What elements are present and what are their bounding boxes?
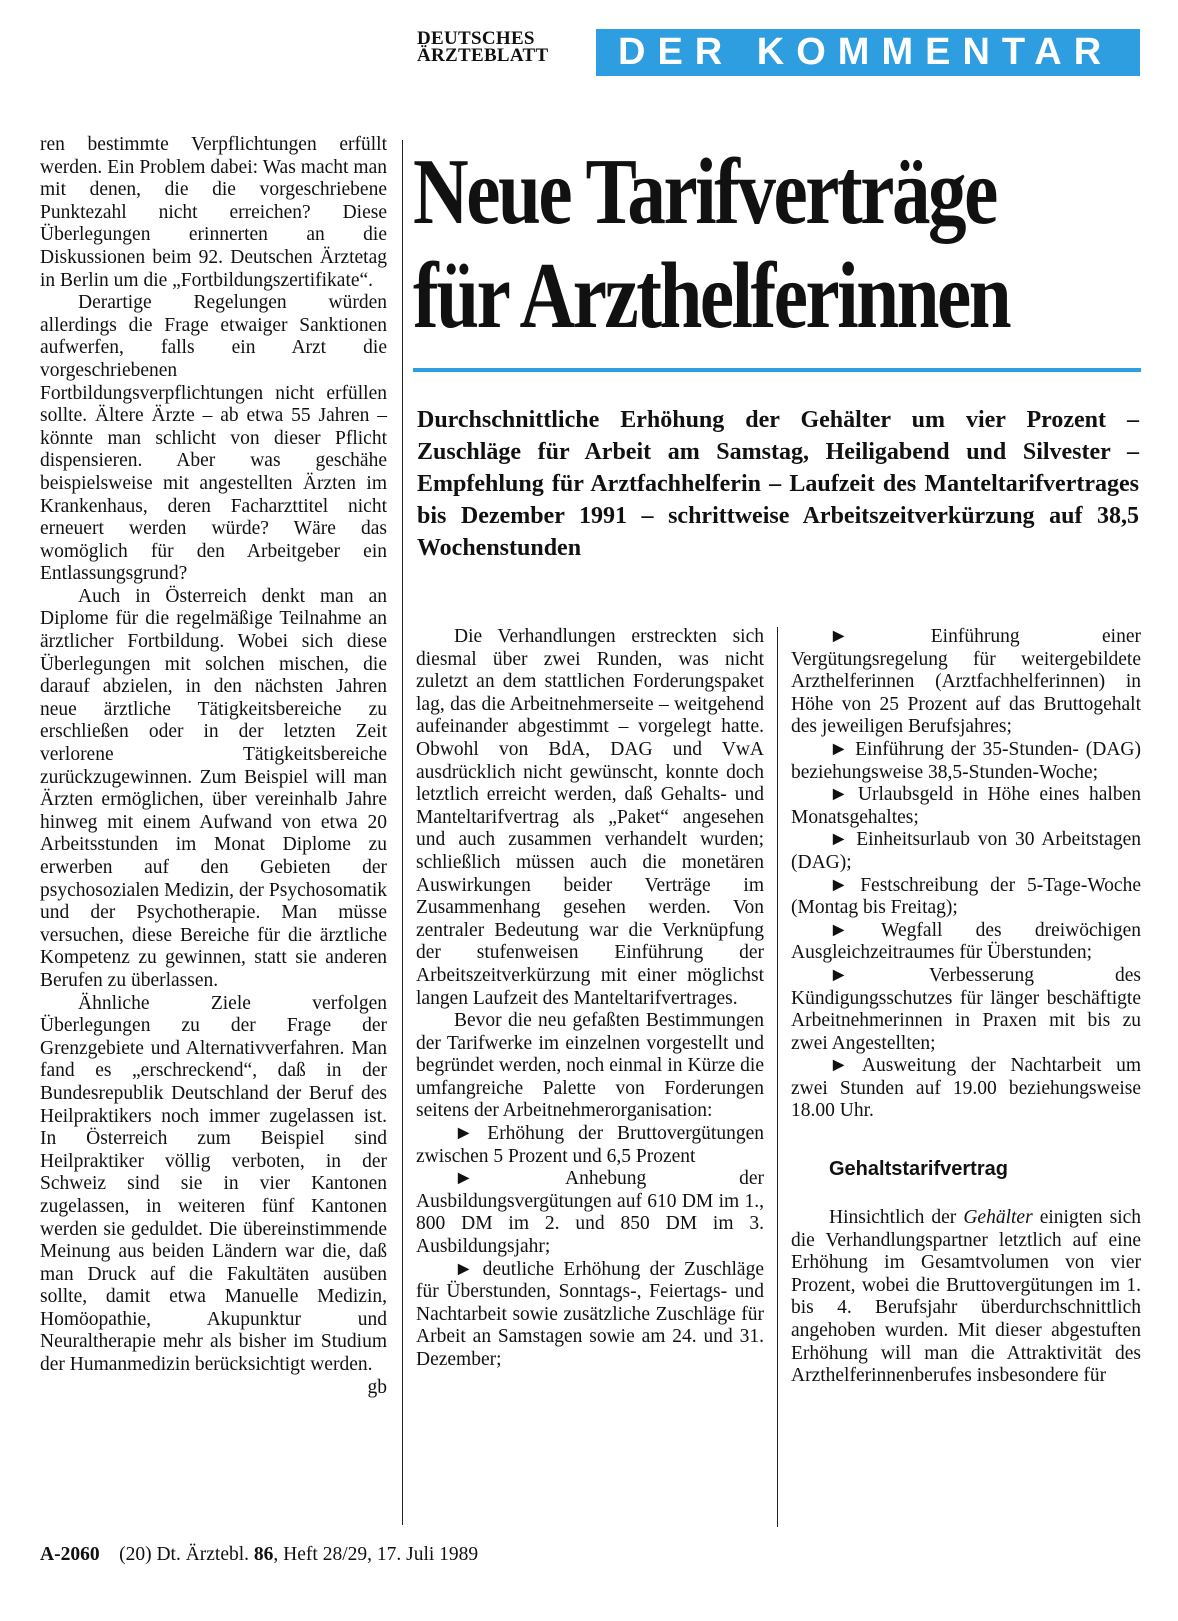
logo-line2: ÄRZTEBLATT (417, 45, 549, 66)
bullet-item: ► Einführung einer Vergütungsregelung für weitergebildete Arzthelferinnen (Arztfachhelferinnen) in Höhe von 25 Prozent auf das Bruttogehalt des jeweiligen Berufsjahres; (791, 626, 1141, 738)
page-footer (40, 1543, 740, 1567)
text-column-1 (40, 134, 387, 1399)
logo-line1: DEUTSCHES (417, 28, 535, 49)
bullet-item: ► Verbesserung des Kündigungsschutzes für länger beschäftigte Arbeitnehmerinnen in Praxen mit bis zu zwei Angestellten; (791, 964, 1141, 1054)
paragraph (40, 992, 387, 1398)
text-column-3 (791, 626, 1141, 1388)
section-banner: DER KOMMENTAR (596, 29, 1140, 76)
emphasis: Gehälter (963, 1207, 1033, 1229)
paragraph-text: einigten sich die Verhandlungspartner letztlich auf eine Erhöhung im Gesamtvolumen von vier Prozent, wobei die Bruttovergütungen im 1. bis 4. Berufsjahr überdurchschnittlich angehoben wurden. Mit dieser abgestuften Erhöhung will man die Attraktivität des Arzthelferinnenberufes insbesondere für (791, 1207, 1142, 1387)
bullet-item: ► Ausweitung der Nachtarbeit um zwei Stunden auf 19.00 beziehungsweise 18.00 Uhr. (791, 1055, 1141, 1122)
page-number: A-2060 (40, 1544, 100, 1565)
bullet-item: ► deutliche Erhöhung der Zuschläge für Überstunden, Sonntags-, Feiertags- und Nachtarbeit sowie zusätzliche Zuschläge für Arbeit an Samstagen sowie am 24. und 31. Dezember; (416, 1258, 764, 1370)
column-divider (777, 627, 778, 1527)
bullet-item: ► Einheitsurlaub von 30 Arbeitstagen (DAG); (791, 829, 1141, 873)
journal-logo (417, 30, 585, 64)
bullet-item: ► Anhebung der Ausbildungsvergütungen auf 610 DM im 1., 800 DM im 2. und 850 DM im 3. Ausbildungsjahr; (416, 1168, 764, 1258)
paragraph-text: Ähnliche Ziele verfolgen Überlegungen zu der Frage der Grenzgebiete und Alternativverfahren. Man fand es „erschreckend“, daß in der Bundesrepublik Deutschland der Beruf des Heilpraktikers noch immer zugelassen ist. In Österreich zum Beispiel sind Heilpraktiker völlig verboten, in der Schweiz sind sie in vier Kantonen zugelassen, in weiteren fünf Kantonen werden sie geduldet. Die übereinstimmende Meinung aus beiden Ländern war die, daß man Druck auf die Fakultäten ausüben sollte, damit etwa Manuelle Medizin, Homöopathie, Akupunktur und Neuraltherapie mehr als bisher im Studium der Humanmedizin berücksichtigt werden. (40, 992, 387, 1376)
issue-reference: (20) Dt. Ärztebl. (119, 1544, 250, 1565)
column-divider (402, 140, 403, 1525)
issue-date: , Heft 28/29, 17. Juli 1989 (273, 1544, 479, 1565)
paragraph: Auch in Österreich denkt man an Diplome für die regelmäßige Teilnahme an ärztlicher Fortbildung. Wobei sich diese Überlegungen mit solchen mischen, die darauf abzielen, in den nächsten Jahren neue ärztliche Tätigkeitsbereiche zu erschließen oder in der letzten Zeit verlorene Tätigkeitsbereiche zurückzugewinnen. Zum Beispiel will man Ärzten ermöglichen, über vereinhalb Jahre hinweg mit einem Aufwand von etwa 20 Arbeitsstunden im Monat Diplome zu erwerben auf den Gebieten der psychosozialen Medizin, der Psychosomatik und der Psychotherapie. Man müsse versuchen, diese Bereiche für die ärztliche Kompetenz zu gewinnen, statt sie anderen Berufen zu überlassen. (40, 585, 387, 991)
headline-rule (413, 368, 1141, 372)
author-signature: gb (367, 1376, 387, 1398)
article-subheading: Durchschnittliche Erhöhung der Gehälter um vier Prozent – Zuschläge für Arbeit am Samstag, Heiligabend und Silvester – Empfehlung für Arztfachhelferin – Laufzeit des Manteltarifvertrages bis Dezember 1991 – schrittweise Arbeitszeitverkürzung auf 38,5 Wochenstunden (417, 407, 1139, 561)
bullet-item: ► Urlaubsgeld in Höhe eines halben Monatsgehaltes; (791, 784, 1141, 828)
headline-line1: Neue Tarifverträge (413, 140, 996, 244)
bullet-item: ► Einführung der 35-Stunden- (DAG) beziehungsweise 38,5-Stunden-Woche; (791, 738, 1141, 783)
page-title (413, 140, 1012, 348)
bullet-item: ► Erhöhung der Bruttovergütungen zwischen 5 Prozent und 6,5 Prozent (416, 1123, 764, 1167)
paragraph: Derartige Regelungen würden allerdings die Frage etwaiger Sanktionen aufwerfen, falls ein Arzt die vorgeschriebenen Fortbildungsverpflichtungen nicht erfüllen sollte. Ältere Ärzte – ab etwa 55 Jahren – könnte man schlicht von dieser Pflicht dispensieren. Aber was geschähe beispielsweise mit angestellten Ärzten im Krankenhaus, deren Facharzttitel nicht erneuert werden würde? Wäre das womöglich für den Arbeitgeber ein Entlassungsgrund? (40, 292, 387, 585)
paragraph: ren bestimmte Verpflichtungen erfüllt werden. Ein Problem dabei: Was macht man mit denen, die die vorgeschriebene Punktezahl nicht erreichen? Diese Überlegungen erinnerten an die Diskussionen beim 92. Deutschen Ärztetag in Berlin um die „Fortbildungszertifikate“. (40, 134, 387, 291)
volume-number: 86 (253, 1544, 274, 1565)
paragraph: Bevor die neu gefaßten Bestimmungen der Tarifwerke im einzelnen vorgestellt und begründet werden, noch einmal in Kürze die umfangreiche Palette von Forderungen seitens der Arbeitnehmerorganisation: (416, 1010, 764, 1122)
paragraph: Die Verhandlungen erstreckten sich diesmal über zwei Runden, was nicht zuletzt an dem stattlichen Forderungspaket lag, das die Arbeitnehmerseite – weitgehend aufeinander abgestimmt – vorgelegt hatte. Obwohl von BdA, DAG und VwA ausdrücklich nicht gewünscht, konnte doch letztlich erreicht werden, daß Gehalts- und Manteltarifvertrag als „Paket“ angesehen und auch zusammen verhandelt wurden; schließlich müssen auch die monetären Auswirkungen beider Verträge im Zusammenhang gesehen werden. Von zentraler Bedeutung war die Verknüpfung der stufenweisen Einführung der Arbeitszeitverkürzung mit einer möglichst langen Laufzeit des Manteltarifvertrages. (416, 626, 764, 1009)
section-heading: Gehaltstarifvertrag (829, 1158, 1008, 1181)
headline-line2: für Arzthelferinnen (413, 244, 1010, 348)
bullet-item: ► Wegfall des dreiwöchigen Ausgleichzeitraumes für Überstunden; (791, 919, 1141, 964)
text-column-2 (416, 626, 764, 1372)
paragraph (791, 1207, 1141, 1388)
bullet-item: ► Festschreibung der 5-Tage-Woche (Montag bis Freitag); (791, 874, 1141, 919)
paragraph-intro: Hinsichtlich der (829, 1207, 957, 1229)
